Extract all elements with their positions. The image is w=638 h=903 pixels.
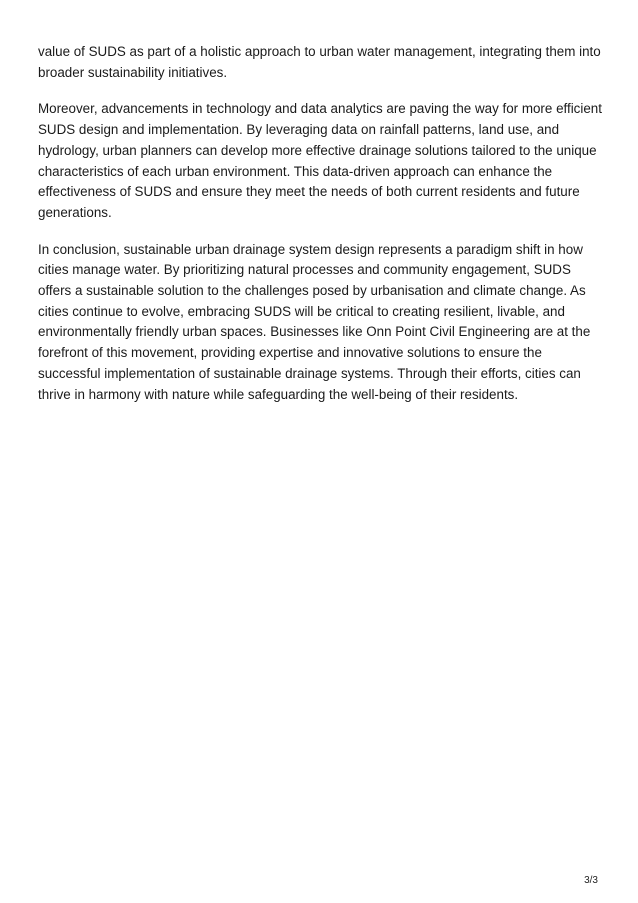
paragraph-continuation: value of SUDS as part of a holistic approach to urban water management, integrating them into broader sustainability initiatives. — [38, 44, 601, 80]
page-number: 3/3 — [584, 875, 598, 886]
paragraph-conclusion: In conclusion, sustainable urban drainage system design represents a paradigm shift in how cities manage water. By prioritizing natural processes and community engagement, SUDS offers a sustainable solution to the challenges posed by urbanisation and climate change. As cities continue to evolve, embracing SUDS will be critical to creating resilient, livable, and environmentally friendly urban spaces. Businesses like Onn Point Civil Engineering are at the forefront of this movement, providing expertise and innovative solutions to ensure the successful implementation of sustainable drainage systems. Through their efforts, cities can thrive in harmony with nature while safeguarding the well-being of their residents. — [38, 241, 591, 402]
paragraph-technology: Moreover, advancements in technology and data analytics are paving the way for more efficient SUDS design and implementation. By leveraging data on rainfall patterns, land use, and hydrology, urban planners can develop more effective drainage solutions tailored to the unique characteristics of each urban environment. This data-driven approach can enhance the effectiveness of SUDS and ensure they meet the needs of both current residents and future generations. — [38, 101, 602, 220]
document-body — [38, 42, 604, 421]
